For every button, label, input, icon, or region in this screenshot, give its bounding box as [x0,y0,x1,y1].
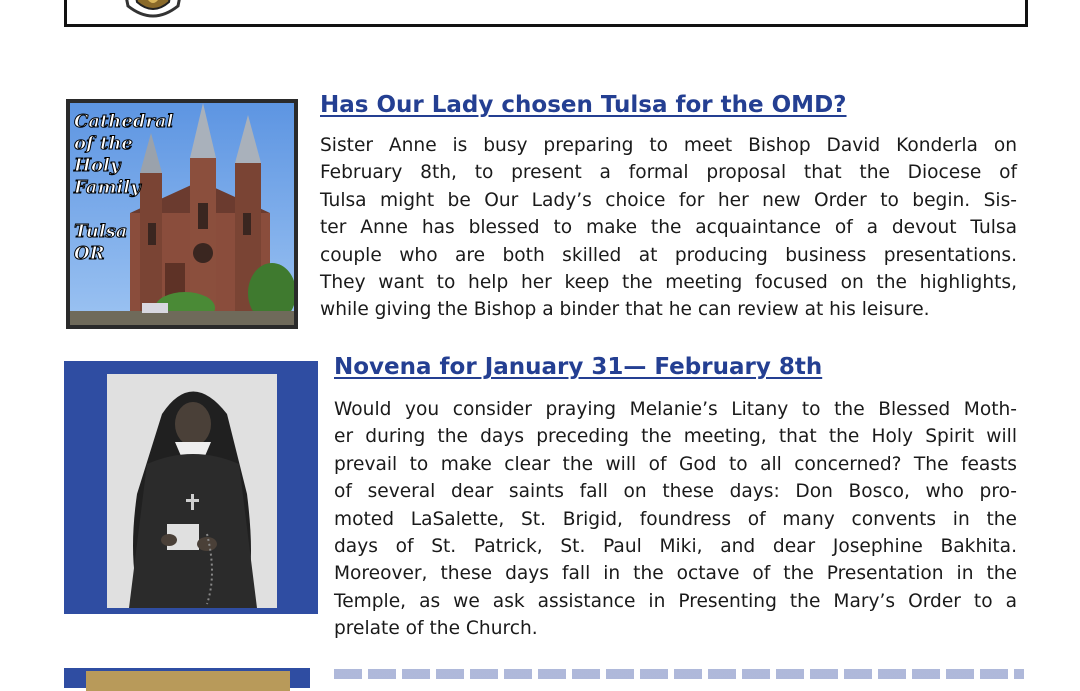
next-article-title-cutoff [334,669,1024,679]
article-body: Sister Anne is busy preparing to meet Bishop David Konderla on February 8th, to present a formal proposal that the Diocese of Tulsa might be Our Lady’s choice for her new Order to begin. Sis- ter Anne has blessed to make the acquaintance of a devout Tulsa couple who are both skilled at producing business presentations. They want to help her keep the meeting focused on the highlights, while giving the Bishop a binder that he can review at his leisure. [320,135,1017,321]
header-frame [64,0,1028,27]
cathedral-image [66,99,298,329]
next-article-image [64,668,310,688]
image-caption: Cathedral of the Holy Family Tulsa OR [74,111,174,264]
crest-icon [112,0,194,20]
article-title: Novena for January 31— February 8th [334,354,823,380]
article-body: Would you consider praying Melanie’s Litany to the Blessed Moth- er during the days preceding the meeting, that the Holy Spirit will prevail to make clear the will of God to all concerned? The feasts of several dear saints fall on these days: Don Bosco, who pro- moted LaSalette, St. Brigid, foundress of many convents in the days of St. Patrick, St. Paul Miki, and dear Josephine Bakhita. Moreover, these days fall in the octave of the Presentation in the Temple, as we ask assistance in Presenting the Mary’s Order to a prelate of the Church. [334,399,1017,640]
article-title: Has Our Lady chosen Tulsa for the OMD? [320,92,847,118]
nun-portrait-image [64,361,318,614]
